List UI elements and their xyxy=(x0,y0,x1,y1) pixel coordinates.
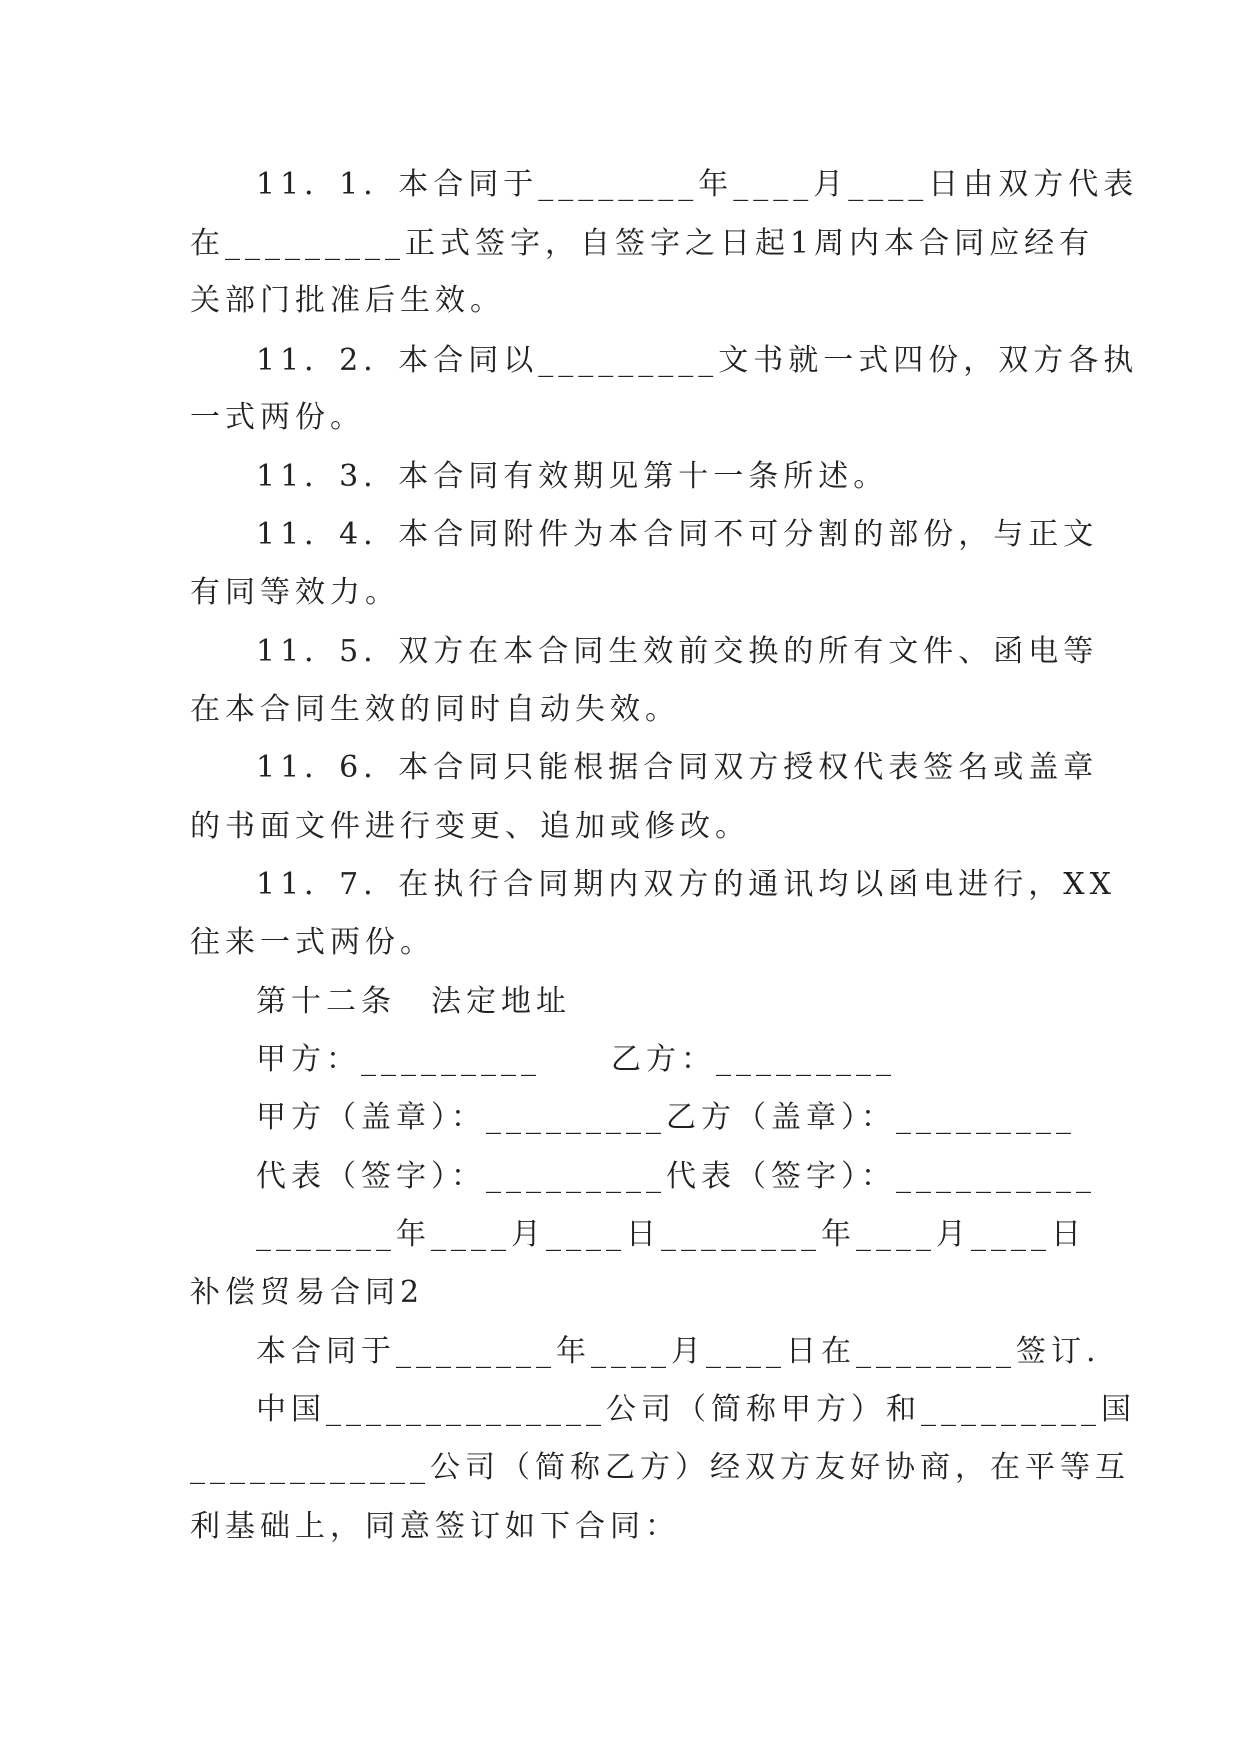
clause-11-6-line-2: 的书面文件进行变更、追加或修改。 xyxy=(190,809,750,844)
contract-2-title: 补偿贸易合同2 xyxy=(190,1275,425,1310)
representative-signature-line: 代表（签字）：_________代表（签字）：__________ xyxy=(256,1159,1096,1194)
contract-2-parties-line-1: 中国______________公司（简称甲方）和_________国 xyxy=(256,1392,1136,1427)
contract-2-parties-line-3: 利基础上，同意签订如下合同： xyxy=(190,1509,680,1544)
clause-11-6-line-1: 11．6．本合同只能根据合同双方授权代表签名或盖章 xyxy=(256,750,1099,785)
article-12-heading: 第十二条 法定地址 xyxy=(256,984,571,1019)
clause-11-3-line-1: 11．3．本合同有效期见第十一条所述。 xyxy=(256,459,889,494)
clause-11-1-line-3: 关部门批准后生效。 xyxy=(190,283,505,318)
clause-11-4-line-1: 11．4．本合同附件为本合同不可分割的部份，与正文 xyxy=(256,517,1099,552)
party-seal-line: 甲方（盖章）：_________乙方（盖章）：_________ xyxy=(256,1100,1076,1135)
clause-11-2-line-2: 一式两份。 xyxy=(190,400,365,435)
clause-11-1-line-1: 11．1．本合同于________年____月____日由双方代表 xyxy=(256,167,1139,202)
clause-11-7-line-1: 11．7．在执行合同期内双方的通讯均以函电进行，XX xyxy=(256,867,1116,902)
clause-11-5-line-1: 11．5．双方在本合同生效前交换的所有文件、函电等 xyxy=(256,634,1099,669)
contract-2-intro-line: 本合同于________年____月____日在________签订. xyxy=(256,1334,1101,1369)
clause-11-5-line-2: 在本合同生效的同时自动失效。 xyxy=(190,692,680,727)
clause-11-7-line-2: 往来一式两份。 xyxy=(190,925,435,960)
clause-11-1-line-2: 在_________正式签字，自签字之日起1周内本合同应经有 xyxy=(190,226,1095,261)
date-line: _______年____月____日________年____月____日 xyxy=(256,1217,1086,1252)
party-address-line: 甲方：_________ 乙方：_________ xyxy=(256,1042,896,1077)
clause-11-4-line-2: 有同等效力。 xyxy=(190,575,400,610)
contract-2-parties-line-2: ____________公司（简称乙方）经双方友好协商，在平等互 xyxy=(190,1450,1130,1485)
clause-11-2-line-1: 11．2．本合同以_________文书就一式四份，双方各执 xyxy=(256,343,1139,378)
